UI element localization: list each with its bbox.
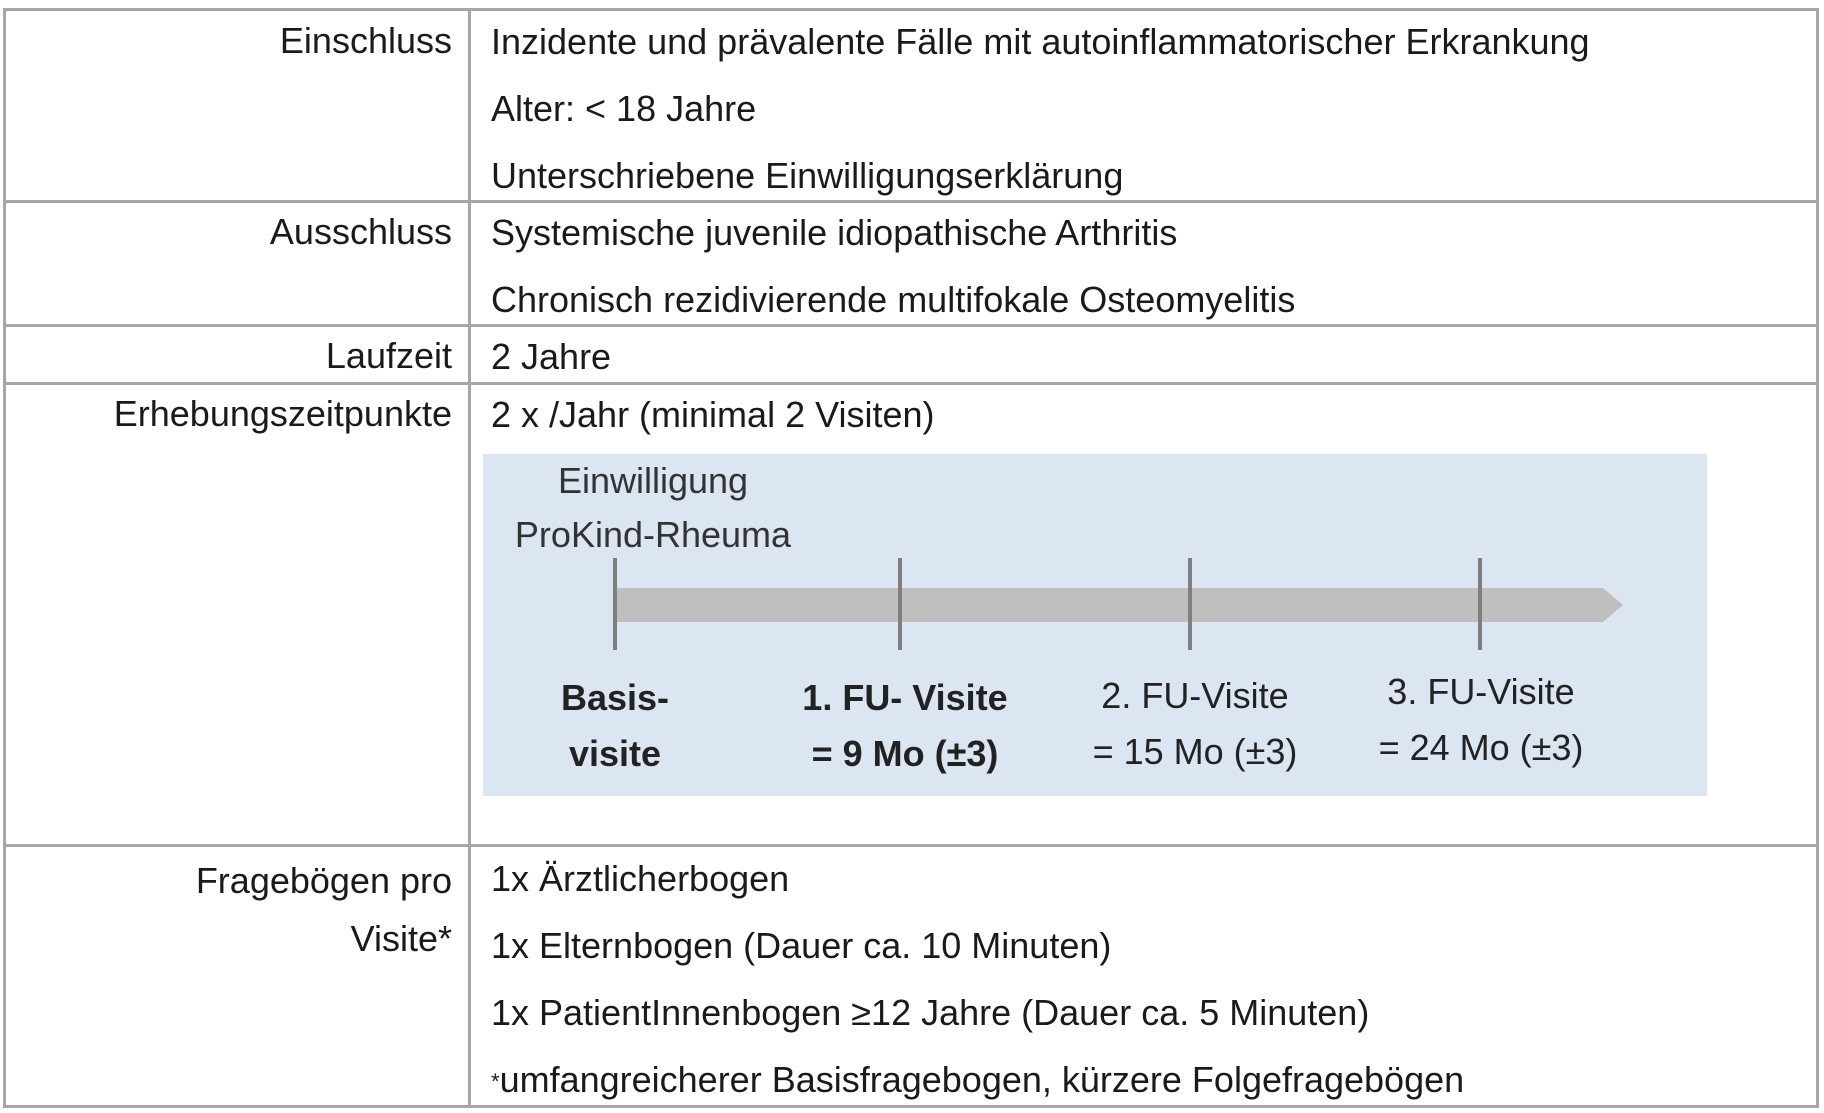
visit-line1: 2. FU-Visite — [1101, 675, 1289, 716]
visit-label-basis — [535, 670, 695, 782]
visit-label-fu3 — [1351, 664, 1611, 776]
list-item: 1x Ärztlicherbogen — [491, 858, 790, 899]
list-item: Alter: < 18 Jahre — [491, 88, 757, 129]
row-label-questionnaires — [196, 852, 452, 968]
row-label-inclusion: Einschluss — [279, 20, 452, 61]
consent-label-line2: ProKind-Rheuma — [514, 514, 792, 555]
exclusion-criteria — [491, 199, 1295, 333]
list-item: 1x PatientInnenbogen ≥12 Jahre (Dauer ca. 5 Minuten) — [491, 992, 1370, 1033]
duration-value — [491, 323, 611, 390]
table-border-right — [1816, 8, 1819, 1108]
timepoints-text: 2 x /Jahr (minimal 2 Visiten) — [491, 394, 935, 435]
row-label-duration: Laufzeit — [325, 335, 452, 376]
timeline-tick-fu2 — [1188, 558, 1192, 650]
list-item: Inzidente und prävalente Fälle mit autoinflammatorischer Erkrankung — [491, 21, 1590, 62]
questionnaires-label-line1: Fragebögen pro — [195, 860, 452, 901]
timeline-tick-basis — [613, 558, 617, 650]
visit-line2: visite — [568, 733, 662, 774]
column-divider — [468, 8, 471, 1108]
duration-text: 2 Jahre — [491, 336, 612, 377]
visit-line1: 3. FU-Visite — [1387, 671, 1575, 712]
visit-line2: = 9 Mo (±3) — [811, 733, 999, 774]
visit-line1: 1. FU- Visite — [802, 677, 1008, 718]
consent-label-line1: Einwilligung — [557, 460, 749, 501]
timeline-tick-fu1 — [898, 558, 902, 650]
footnote-mark: * — [491, 1069, 500, 1094]
visit-label-fu1 — [780, 670, 1030, 782]
timeline-arrow — [613, 588, 1623, 622]
questionnaires-list — [491, 845, 1464, 1113]
list-item: Chronisch rezidivierende multifokale Osteomyelitis — [491, 279, 1296, 320]
visit-line2: = 24 Mo (±3) — [1378, 727, 1584, 768]
list-item: Unterschriebene Einwilligungserklärung — [491, 155, 1124, 196]
consent-label — [483, 454, 823, 562]
row-label-exclusion: Ausschluss — [269, 211, 452, 252]
timeline-tick-fu3 — [1478, 558, 1482, 650]
row-label-timepoints: Erhebungszeitpunkte — [113, 393, 452, 434]
footnote — [491, 1046, 1464, 1113]
table-border-left — [3, 8, 6, 1108]
list-item: Systemische juvenile idiopathische Arthritis — [491, 212, 1178, 253]
timeline-diagram — [483, 454, 1707, 796]
visit-line1: Basis- — [560, 677, 670, 718]
questionnaires-label-line2: Visite* — [350, 918, 452, 959]
inclusion-criteria — [491, 8, 1590, 209]
list-item: 1x Elternbogen (Dauer ca. 10 Minuten) — [491, 925, 1112, 966]
timepoints-value — [491, 381, 934, 448]
footnote-text: umfangreicherer Basisfragebogen, kürzere Folgefragebögen — [499, 1059, 1465, 1100]
visit-label-fu2 — [1065, 668, 1325, 780]
visit-line2: = 15 Mo (±3) — [1092, 731, 1298, 772]
